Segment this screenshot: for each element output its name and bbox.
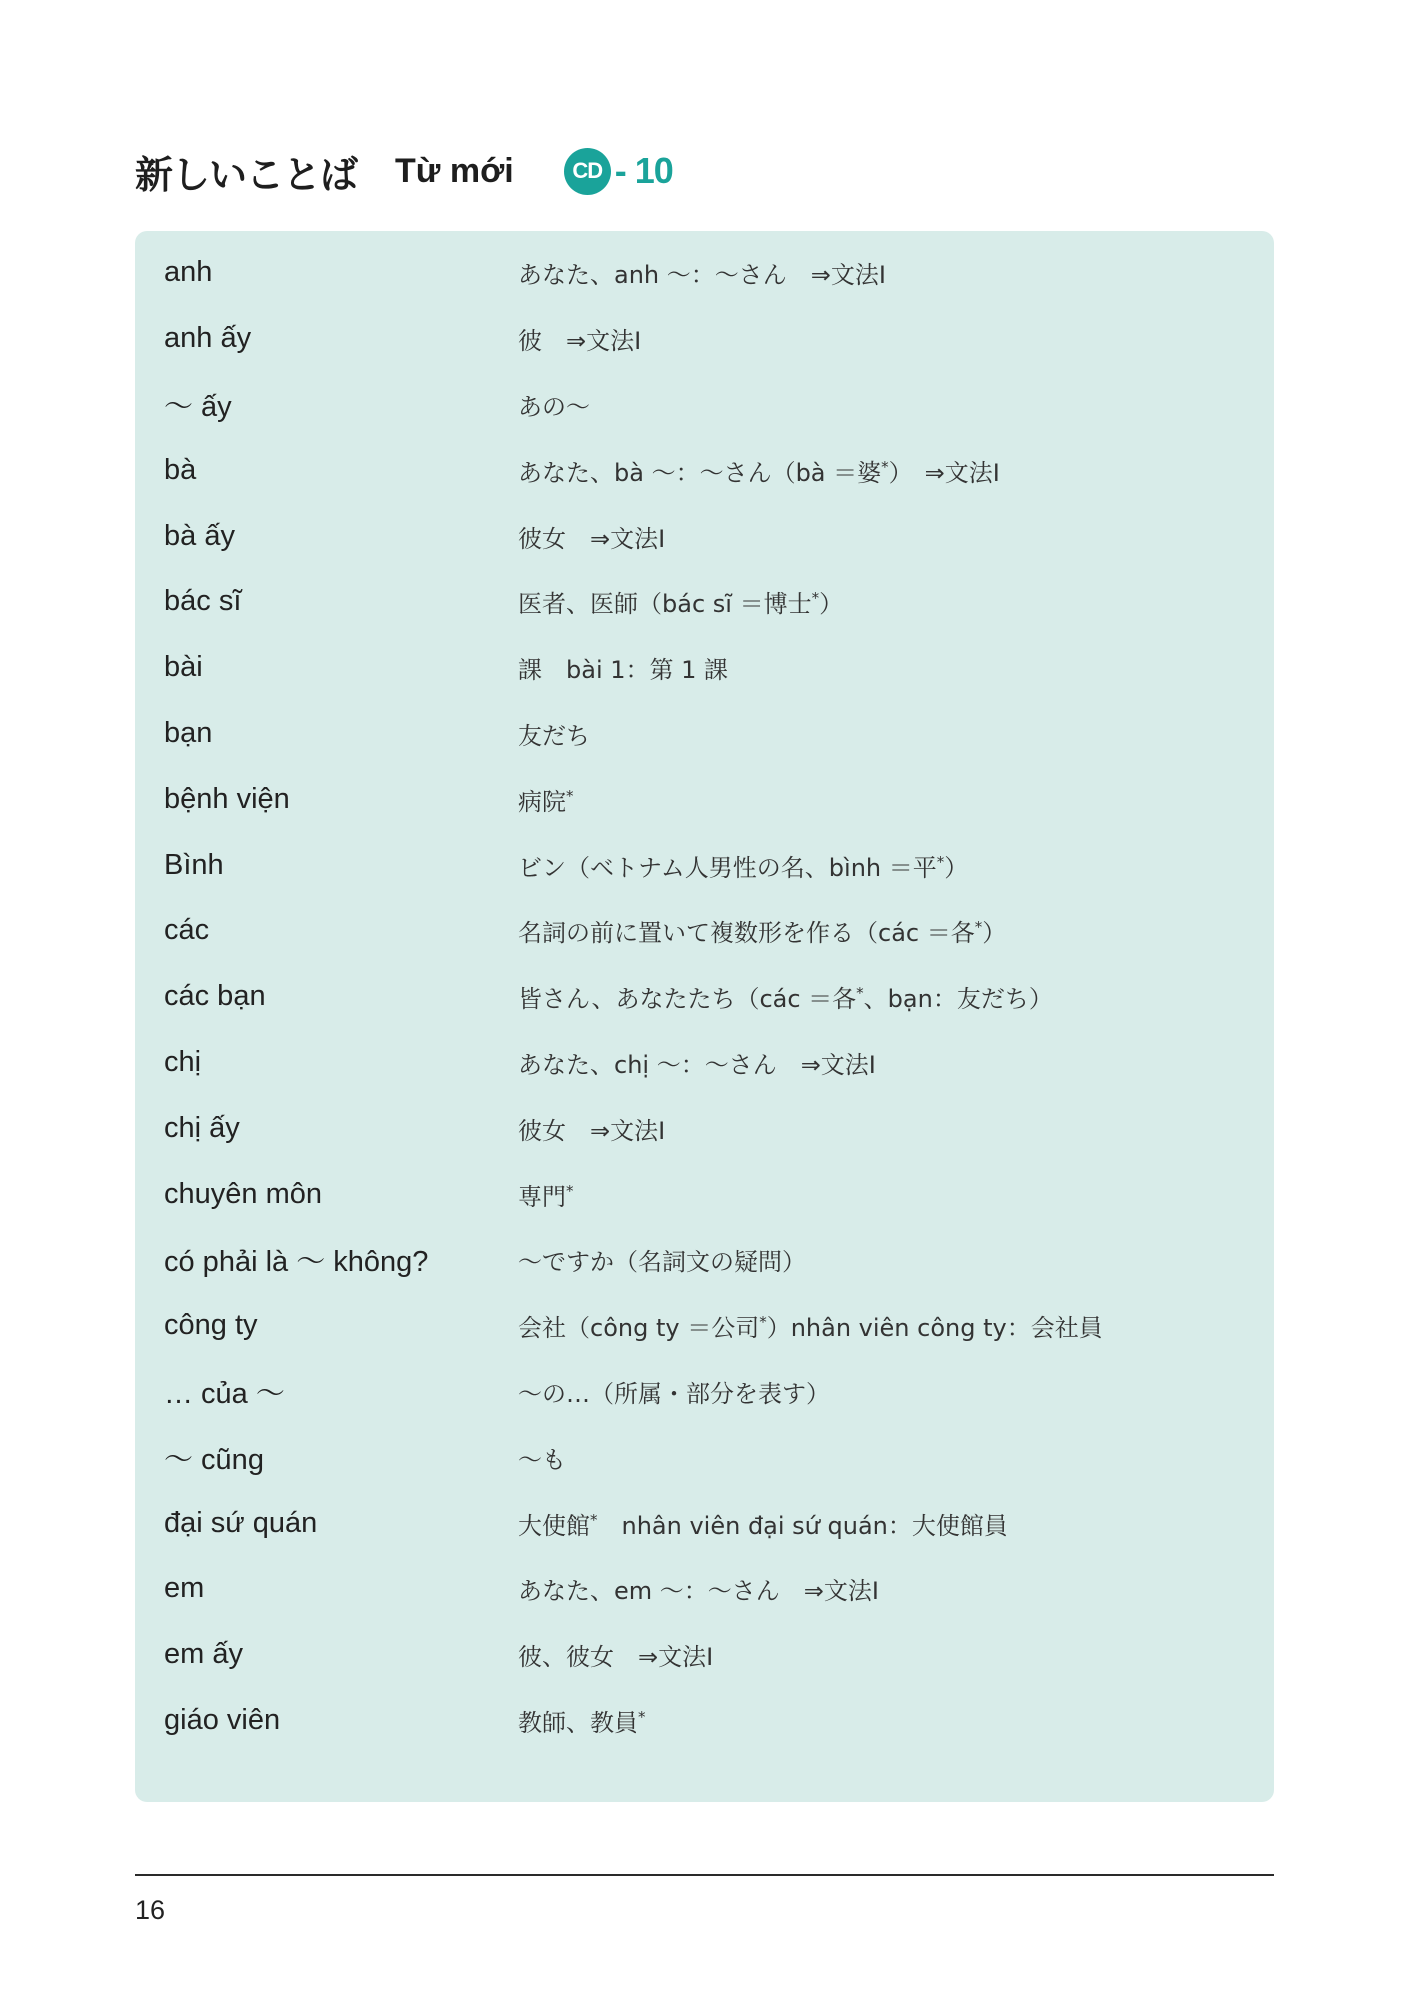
vocab-row: [135, 1622, 1274, 1688]
vocab-term: chuyên môn: [164, 1177, 322, 1210]
vocab-row: [135, 832, 1274, 898]
section-title-japanese: 新しいことば: [135, 152, 358, 197]
vocab-row: [135, 1688, 1274, 1754]
vocab-meaning: あの～: [518, 392, 590, 421]
asterisk-mark: *: [974, 918, 983, 937]
asterisk-mark: *: [638, 1707, 646, 1726]
vocab-meaning: あなた、anh ～：～さん ⇒文法Ⅰ: [518, 261, 886, 290]
vocab-meaning: あなた、em ～：～さん ⇒文法Ⅰ: [518, 1577, 879, 1606]
asterisk-mark: *: [759, 1313, 767, 1332]
vocab-row: [135, 503, 1274, 569]
vocab-term: anh ấy: [164, 322, 252, 355]
vocab-term: ～ cũng: [164, 1443, 264, 1476]
vocab-row: [135, 569, 1274, 635]
asterisk-mark: *: [856, 984, 864, 1003]
vocab-term: bà ấy: [164, 519, 235, 552]
vocab-meaning: 専門*: [518, 1181, 574, 1211]
vocab-row: [135, 1161, 1274, 1227]
page-number: 16: [135, 1895, 166, 1925]
vocab-meaning: 会社（công ty ＝公司*）nhân viên công ty：会社員: [518, 1313, 1103, 1343]
vocab-meaning: ビン（ベトナム人男性の名、bình ＝平*）: [518, 852, 969, 882]
vocab-meaning: 彼、彼女 ⇒文法Ⅰ: [518, 1643, 714, 1672]
cd-track-badge: [564, 148, 673, 195]
vocab-term: giáo viên: [164, 1703, 281, 1736]
vocab-meaning: 病院*: [518, 786, 574, 816]
vocab-term: các bạn: [164, 980, 266, 1013]
vocab-meaning: 教師、教員*: [518, 1707, 646, 1737]
asterisk-mark: *: [881, 457, 889, 476]
cd-icon: CD: [564, 148, 611, 195]
vocab-meaning: あなた、bà ～：～さん（bà ＝婆*） ⇒文法Ⅰ: [518, 457, 1000, 487]
vocab-meaning: 課 bài 1：第 1 課: [518, 656, 729, 685]
vocab-term: công ty: [164, 1309, 258, 1342]
vocab-term: bài: [164, 651, 203, 684]
vocab-meaning: 皆さん、あなたたち（các ＝各*、bạn：友だち）: [518, 984, 1053, 1014]
vocab-row: [135, 1359, 1274, 1425]
vocab-term: em: [164, 1572, 205, 1605]
vocab-term: Bình: [164, 848, 224, 881]
vocab-meaning: 名詞の前に置いて複数形を作る（các ＝各*）: [518, 918, 1007, 948]
vocab-term: … của ～: [164, 1377, 285, 1410]
asterisk-mark: *: [811, 589, 820, 608]
vocab-row: [135, 1424, 1274, 1490]
vocab-row: [135, 898, 1274, 964]
vocab-row: [135, 306, 1274, 372]
vocab-row: [135, 1030, 1274, 1096]
footer-divider: [135, 1874, 1274, 1876]
vocab-term: các: [164, 914, 210, 947]
vocab-row: [135, 1293, 1274, 1359]
vocab-row: [135, 701, 1274, 767]
asterisk-mark: *: [936, 852, 945, 871]
vocab-row: [135, 1556, 1274, 1622]
vocab-row: [135, 1490, 1274, 1556]
vocab-row: [135, 372, 1274, 438]
vocab-term: có phải là ～ không?: [164, 1246, 429, 1279]
section-title-vietnamese: Từ mới: [395, 151, 514, 190]
vocab-term: bạn: [164, 716, 213, 749]
vocab-term: em ấy: [164, 1638, 243, 1671]
asterisk-mark: *: [590, 1510, 598, 1529]
vocab-term: ～ ấy: [164, 390, 232, 423]
vocab-term: anh: [164, 256, 213, 289]
vocab-term: đại sứ quán: [164, 1506, 318, 1539]
vocab-meaning: ～ですか（名詞文の疑問）: [518, 1248, 806, 1277]
vocab-term: bà: [164, 453, 197, 486]
vocab-row: [135, 1095, 1274, 1161]
vocab-meaning: ～も: [518, 1445, 566, 1474]
vocab-meaning: 彼女 ⇒文法Ⅰ: [518, 1116, 666, 1145]
vocab-meaning: 大使館* nhân viên đại sứ quán：大使館員: [518, 1510, 1008, 1540]
vocab-row: [135, 964, 1274, 1030]
vocab-row: [135, 437, 1274, 503]
vocab-row: [135, 1227, 1274, 1293]
asterisk-mark: *: [566, 1181, 574, 1200]
vocab-meaning: 彼 ⇒文法Ⅰ: [518, 327, 642, 356]
vocab-meaning: あなた、chị ～：～さん ⇒文法Ⅰ: [518, 1050, 876, 1079]
section-header: [135, 146, 673, 196]
vocab-term: bác sĩ: [164, 585, 242, 618]
vocab-term: bệnh viện: [164, 782, 290, 815]
vocab-meaning: ～の…（所属・部分を表す）: [518, 1379, 830, 1408]
vocab-meaning: 彼女 ⇒文法Ⅰ: [518, 524, 666, 553]
vocab-row: [135, 635, 1274, 701]
vocab-row: [135, 240, 1274, 306]
vocab-meaning: 友だち: [518, 721, 590, 750]
asterisk-mark: *: [566, 786, 574, 805]
vocab-term: chị: [164, 1045, 202, 1078]
vocabulary-panel: [135, 231, 1274, 1802]
vocab-row: [135, 766, 1274, 832]
vocab-meaning: 医者、医師（bác sĩ ＝博士*）: [518, 589, 844, 619]
cd-track-number: - 10: [614, 150, 673, 191]
vocab-term: chị ấy: [164, 1111, 240, 1144]
